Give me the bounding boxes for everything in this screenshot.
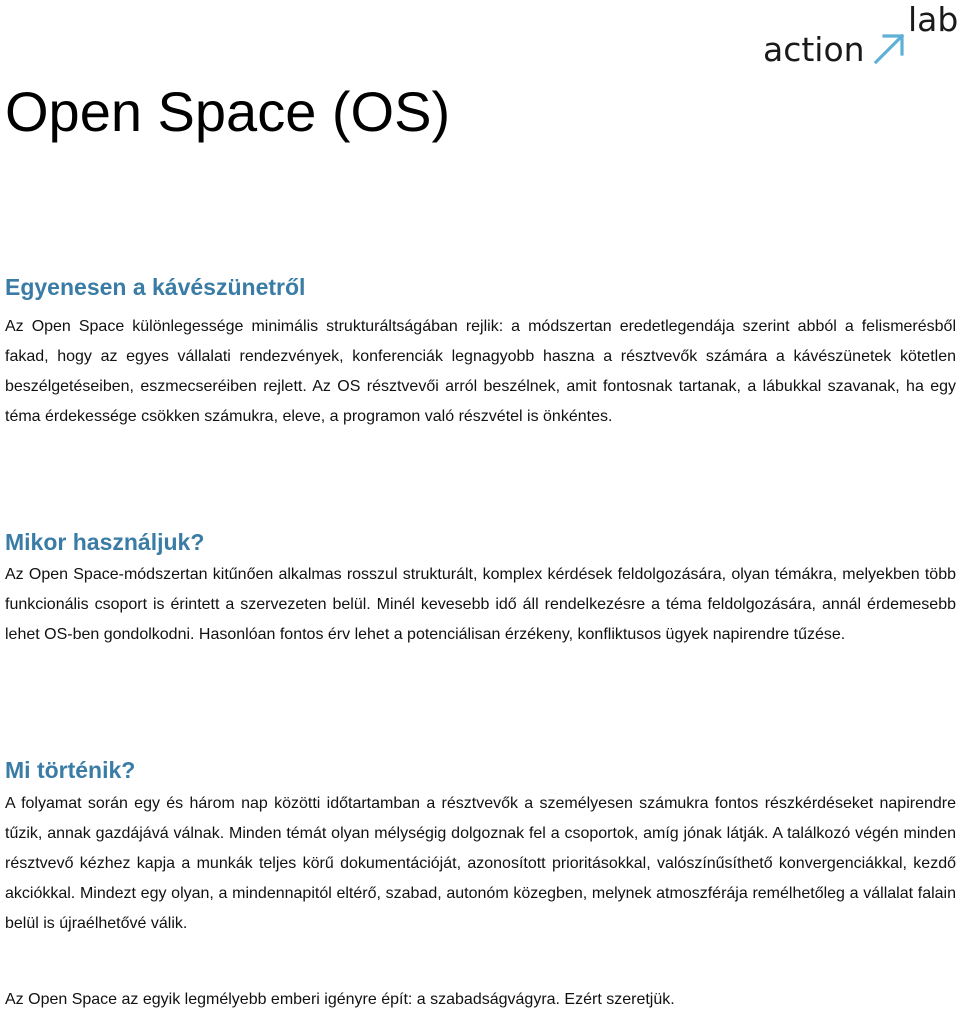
section-heading-coffee-break: Egyenesen a kávészünetről bbox=[5, 274, 306, 300]
page-title: Open Space (OS) bbox=[5, 80, 451, 143]
section-body-when-to-use: Az Open Space-módszertan kitűnően alkalmas rosszul strukturált, komplex kérdések feldolgozására, olyan témákra, melyekben több funkcionális csoport is érintett a szervezeten belül. Minél kevesebb idő áll rendelkezésre a téma feldolgozására, annál érdemesebb lehet OS-ben gondolkodni. Hasonlóan fontos érv lehet a potenciálisan érzékeny, konfliktusos ügyek napirendre tűzése. bbox=[5, 566, 956, 643]
logo-word-action: action bbox=[763, 30, 865, 69]
section-heading-what-happens: Mi történik? bbox=[5, 757, 136, 783]
closing-statement: Az Open Space az egyik legmélyebb emberi igényre épít: a szabadságvágyra. Ezért szeretjük. bbox=[5, 991, 675, 1008]
actionlab-logo bbox=[760, 0, 960, 72]
section-body-what-happens: A folyamat során egy és három nap közötti időtartamban a résztvevők a személyesen számukra fontos részkérdéseket napirendre tűzik, annak gazdájává válnak. Minden témát olyan mélységig dolgoznak fel a csoportok, amíg jónak látják. A találkozó végén minden résztvevő kézhez kapja a munkák teljes körű dokumentációját, azonosított prioritásokkal, valószínűsíthető konvergenciákkal, kezdő akciókkal. Mindezt egy olyan, a mindennapitól eltérő, szabad, autonóm közegben, melynek atmoszférája remélhetőleg a vállalat falain belül is újraélhetővé válik. bbox=[5, 795, 956, 932]
section-heading-when-to-use: Mikor használjuk? bbox=[5, 529, 205, 555]
section-body-coffee-break: Az Open Space különlegessége minimális strukturáltságában rejlik: a módszertan eredetlegendája szerint abból a felismerésből fakad, hogy az egyes vállalati rendezvények, konferenciák legnagyobb haszna a résztvevők számára a kávészünetek kötetlen beszélgetéseiben, eszmecseréiben rejlett. Az OS résztvevői arról beszélnek, amit fontosnak tartanak, a lábukkal szavanak, ha egy téma érdekessége csökken számukra, eleve, a programon való részvétel is önkéntes. bbox=[5, 318, 956, 425]
actionlab-logo-mark bbox=[760, 0, 960, 72]
arrow-up-right-icon bbox=[876, 36, 902, 62]
logo-word-lab: lab bbox=[908, 0, 959, 39]
